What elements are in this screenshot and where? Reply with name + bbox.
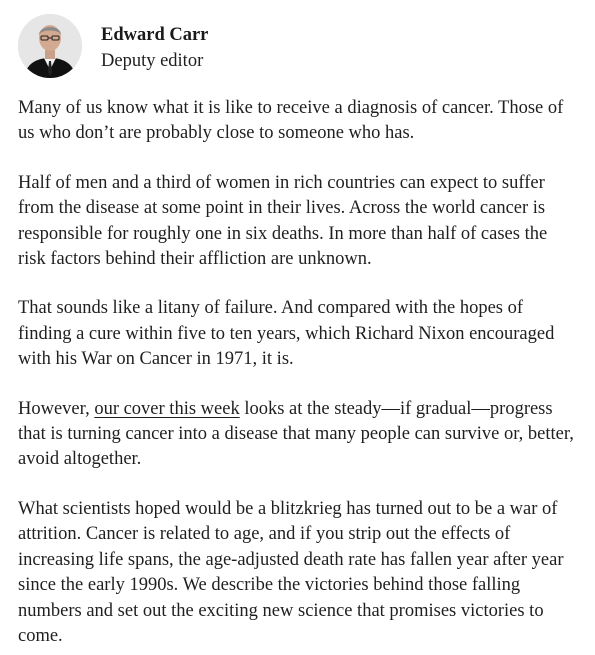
- person-portrait-icon: [18, 14, 82, 78]
- author-byline: [18, 14, 578, 82]
- paragraph-4: [18, 397, 578, 473]
- article-body: [18, 96, 578, 649]
- author-avatar: [18, 14, 82, 78]
- author-name: Edward Carr: [101, 25, 209, 45]
- author-role: Deputy editor: [101, 51, 204, 71]
- cover-story-link[interactable]: our cover this week: [94, 398, 240, 419]
- paragraph-4-lead: However,: [18, 398, 95, 419]
- paragraph-2: Half of men and a third of women in rich countries can expect to suffer from the disease at some point in their lives. Across the world cancer is responsible for roughly one in six deaths. In more than half of cases the risk factors behind their affliction are unknown.: [18, 172, 548, 270]
- paragraph-5: What scientists hoped would be a blitzkrieg has turned out to be a war of attrition. Cancer is related to age, and if you strip out the effects of increasing life spans, the age-adjusted death rate has fallen year after year since the early 1990s. We describe the victories behind those falling numbers and set out the exciting new science that promises victories to come.: [18, 498, 564, 646]
- paragraph-3: That sounds like a litany of failure. And compared with the hopes of finding a cure within five to ten years, which Richard Nixon encouraged with his War on Cancer in 1971, it is.: [18, 298, 555, 370]
- paragraph-1: Many of us know what it is like to receive a diagnosis of cancer. Those of us who don’t are probably close to someone who has.: [18, 98, 564, 144]
- paragraph-4-rest: looks at the steady—if gradual—progress that is turning cancer into a disease that many people can survive or, better, avoid altogether.: [18, 398, 574, 470]
